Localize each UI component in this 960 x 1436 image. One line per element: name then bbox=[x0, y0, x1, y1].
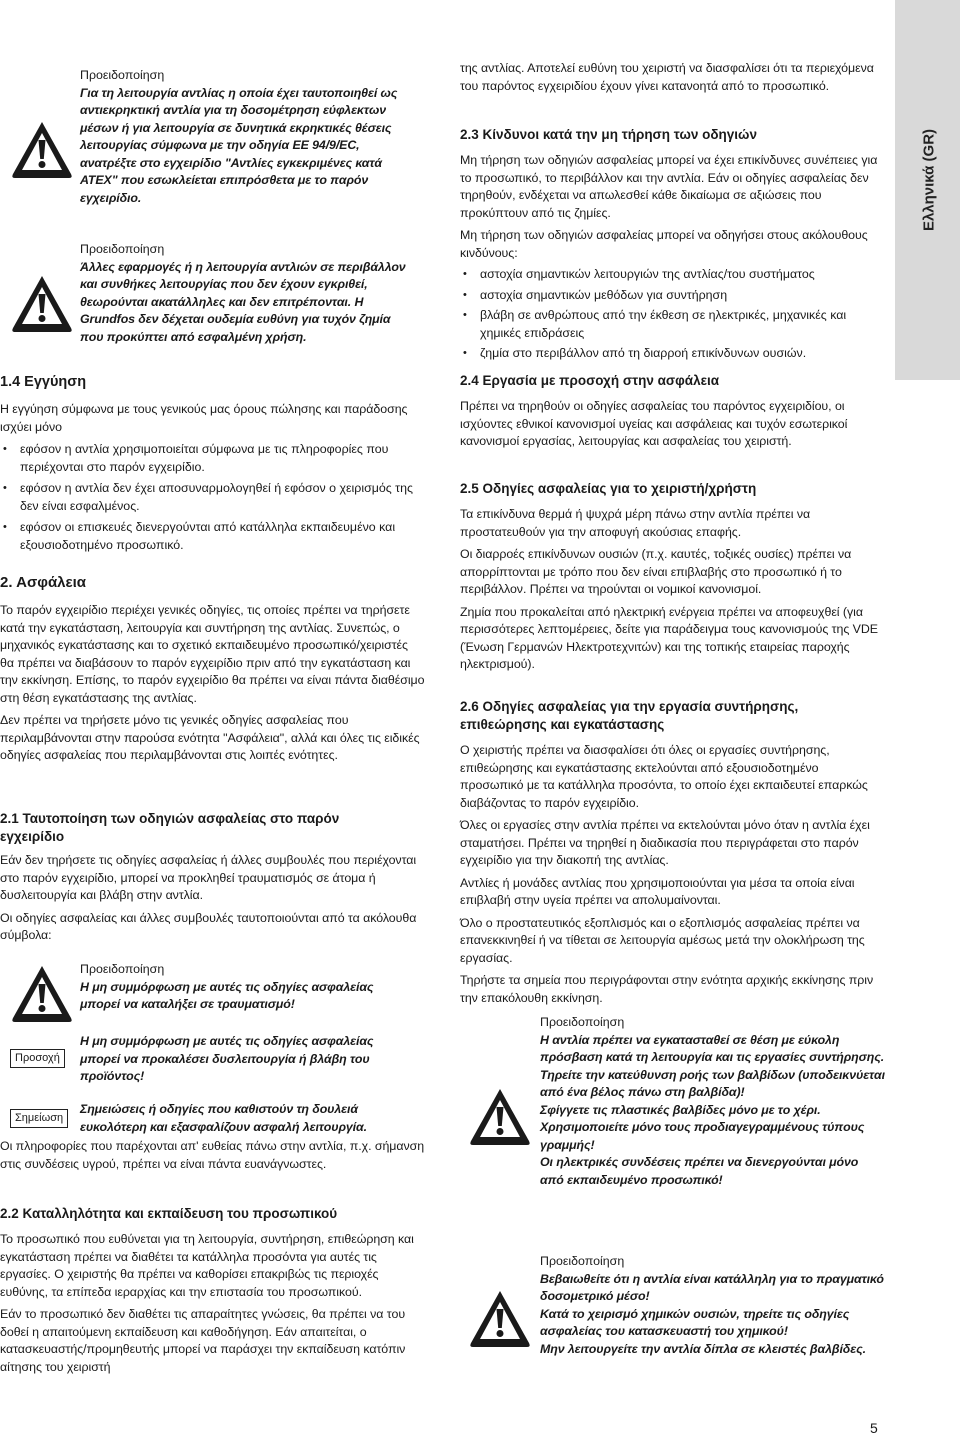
paragraph: Μη τήρηση των οδηγιών ασφαλείας μπορεί να έχει επικίνδυνες συνέπειες για το προσωπικό, το περιβάλλον και την αντλία. Εάν οι οδηγίες ασφαλείας δεν τηρηθούν, ενδέχεται να απωλεσθεί κάθε δικαίωμα σε αξιώσεις που προκύπτουν από τις ζημίες. bbox=[460, 153, 878, 220]
warning-label: Προειδοποίηση bbox=[80, 68, 165, 82]
section-heading-1-4: 1.4 Εγγύηση bbox=[0, 374, 87, 390]
section-heading-2-5: 2.5 Οδηγίες ασφαλείας για το χειριστή/χρήστη bbox=[460, 481, 757, 496]
caution-tag: Προσοχή bbox=[10, 1049, 65, 1068]
section-heading-2: 2. Ασφάλεια bbox=[0, 574, 87, 591]
note-tag: Σημείωση bbox=[10, 1109, 68, 1128]
warning-text: Άλλες εφαρμογές ή η λειτουργία αντλιών σε περιβάλλον και συνθήκες λειτουργίας που δεν έχουν εγκριθεί, θεωρούνται ακατάλληλες και δεν επιτρέπονται. Η Grundfos δεν δέχεται ουδεμία ευθύνη για τυχόν ζημία που προκύπτει από εσφαλμένη χρήση. bbox=[80, 259, 406, 344]
warning-triangle-icon bbox=[10, 118, 74, 180]
language-label: Ελληνικά (GR) bbox=[920, 128, 938, 232]
warning-triangle-icon bbox=[468, 1085, 532, 1147]
paragraph: Αντλίες ή μονάδες αντλίας που χρησιμοποιούνται για μέσα τα οποία είναι επιβλαβή στην υγεία πρέπει να απολυμαίνονται. bbox=[460, 875, 855, 907]
list-item: • αστοχία σημαντικών μεθόδων για συντήρηση bbox=[460, 287, 885, 305]
paragraph: Οι πληροφορίες που παρέχονται απ' ευθείας πάνω στην αντλία, π.χ. σήμανση στις συνδέσεις υγρού, πρέπει να είναι πάντα ευανάγνωστες. bbox=[0, 1139, 425, 1171]
list-item: • αστοχία σημαντικών λειτουργιών της αντλίας/του συστήματος bbox=[460, 266, 885, 284]
section-heading-2-1: 2.1 Ταυτοποίηση των οδηγιών ασφαλείας στο παρόν εγχειρίδιο bbox=[0, 811, 340, 844]
note-text: Σημειώσεις ή οδηγίες που καθιστούν τη δουλειά ευκολότερη και εξασφαλίζουν ασφαλή λειτουργία. bbox=[80, 1102, 367, 1134]
warning-text: Σφίγγετε τις πλαστικές βαλβίδες μόνο με το χέρι. bbox=[540, 1102, 821, 1117]
bullet-list bbox=[0, 441, 425, 554]
list-item: • ζημία στο περιβάλλον από τη διαρροή επικίνδυνων ουσιών. bbox=[460, 345, 885, 363]
warning-label: Προειδοποίηση bbox=[540, 1015, 625, 1029]
paragraph: Οι οδηγίες ασφαλείας και άλλες συμβουλές ταυτοποιούνται από τα ακόλουθα σύμβολα: bbox=[0, 910, 417, 942]
section-heading-2-3: 2.3 Κίνδυνοι κατά την μη τήρηση των οδηγιών bbox=[460, 127, 757, 142]
list-item: • βλάβη σε ανθρώπους από την έκθεση σε ηλεκτρικές, μηχανικές και χημικές επιδράσεις bbox=[460, 307, 885, 342]
paragraph: Μη τήρηση των οδηγιών ασφαλείας μπορεί να οδηγήσει στους ακόλουθους κινδύνους: bbox=[460, 228, 868, 260]
warning-text: Κατά το χειρισμό χημικών ουσιών, τηρείτε τις οδηγίες ασφαλείας του κατασκευαστή του χημικού! bbox=[540, 1306, 850, 1338]
section-heading-2-4: 2.4 Εργασία με προσοχή στην ασφάλεια bbox=[460, 373, 720, 388]
warning-text: Οι ηλεκτρικές συνδέσεις πρέπει να διενεργούνται μόνο από εκπαιδευμένο προσωπικό! bbox=[540, 1155, 859, 1187]
bullet-list bbox=[460, 266, 885, 363]
warning-text: Βεβαιωθείτε ότι η αντλία είναι κατάλληλη για το πραγματικό δοσομετρικό μέσο! bbox=[540, 1271, 884, 1303]
warning-text: Για τη λειτουργία αντλίας η οποία έχει ταυτοποιηθεί ως αντιεκρηκτική αντλία για τη δοσομέτρηση εύφλεκτων μέσων ή για λειτουργία σε δυνητικά εκρηκτικές θέσεις λειτουργίας σύμφωνα με την οδηγία ΕΕ 94/9/EC, ανατρέξτε στο εγχειρίδιο "Αντλίες εγκεκριμένες κατά ATEX" που εσωκλείεται επιπρόσθετα με το παρόν εγχειρίδιο. bbox=[80, 85, 398, 205]
paragraph: Το προσωπικό που ευθύνεται για τη λειτουργία, συντήρηση, επιθεώρηση και εγκατάσταση πρέπει να διαθέτει τα κατάλληλα προσόντα για αυτές τις εργασίες. Ο χειριστής θα πρέπει να καθορίσει επακριβώς τις περιοχές ευθύνης, τα επίπεδα ιεραρχίας και την επιστασία του προσωπικού. bbox=[0, 1232, 414, 1299]
paragraph: Εάν δεν τηρήσετε τις οδηγίες ασφαλείας ή άλλες συμβουλές που περιέχονται στο παρόν εγχειρίδιο, μπορεί να προκληθεί τραυματισμός σε άτομα ή δυσλειτουργία και βλάβη στην αντλία. bbox=[0, 853, 417, 902]
paragraph: Πρέπει να τηρηθούν οι οδηγίες ασφαλείας του παρόντος εγχειριδίου, οι ισχύοντες εθνικοί κανονισμοί υγείας και ασφάλειας και τυχόν εσωτερικοί κανονισμοί εργασίας, λειτουργίας και ασφαλείας του χειριστή. bbox=[460, 399, 848, 448]
warning-label: Προειδοποίηση bbox=[80, 962, 165, 976]
section-heading-2-6: 2.6 Οδηγίες ασφαλείας για την εργασία συντήρησης, επιθεώρησης και εγκατάστασης bbox=[460, 699, 799, 732]
paragraph: Εάν το προσωπικό δεν διαθέτει τις απαραίτητες γνώσεις, θα πρέπει να του δοθεί η απαιτούμενη εκπαίδευση και καθοδήγηση. Εάν απαιτείται, ο κατασκευαστής/προμηθευτής μπορεί να παράσχει την εκπαίδευση κατόπιν αίτησης του χειριστή bbox=[0, 1307, 406, 1374]
warning-label: Προειδοποίηση bbox=[80, 242, 165, 256]
section-heading-2-2: 2.2 Καταλληλότητα και εκπαίδευση του προσωπικού bbox=[0, 1206, 338, 1221]
warning-text: Χρησιμοποιείτε μόνο τους προδιαγεγραμμένους τύπους γραμμής! bbox=[540, 1120, 865, 1152]
paragraph: της αντλίας. Αποτελεί ευθύνη του χειριστή να διασφαλίσει ότι τα περιεχόμενα του παρόντος εγχειριδίου έχουν γίνει κατανοητά από το προσωπικό. bbox=[460, 61, 874, 93]
warning-text: Η μη συμμόρφωση με αυτές τις οδηγίες ασφαλείας μπορεί να καταλήξει σε τραυματισμό! bbox=[80, 979, 374, 1011]
warning-triangle-icon bbox=[10, 272, 74, 334]
warning-text: Τηρείτε την κατεύθυνση ροής των βαλβίδων (υποδεικνύεται από ένα βέλος πάνω στη βαλβίδα)! bbox=[540, 1067, 885, 1099]
paragraph: Ζημία που προκαλείται από ηλεκτρική ενέργεια πρέπει να αποφευχθεί (για περισσότερες λεπτομέρειες, δείτε για παράδειγμα τους κανονισμούς της VDE (Ένωση Γερμανών Ηλεκτροτεχνιτών) και της τοπικής εταιρείας παροχής ηλεκτρισμού). bbox=[460, 604, 878, 671]
warning-label: Προειδοποίηση bbox=[540, 1254, 625, 1268]
paragraph: Όλες οι εργασίες στην αντλία πρέπει να εκτελούνται μόνο όταν η αντλία έχει σταματήσει. Πρέπει να τηρηθεί η διαδικασία που περιγράφεται στο παρόν εγχειρίδιο για την διακοπή της αντλίας. bbox=[460, 818, 870, 867]
caution-text: Η μη συμμόρφωση με αυτές τις οδηγίες ασφαλείας μπορεί να προκαλέσει δυσλειτουργία ή βλάβη του προϊόντος! bbox=[80, 1034, 374, 1083]
paragraph: Ο χειριστής πρέπει να διασφαλίσει ότι όλες οι εργασίες συντήρησης, επιθεώρησης και εγκατάστασης εκτελούνται από εξουσιοδοτημένο προσωπικό με τα κατάλληλα προσόντα, το οποίο έχει εκπαιδευτεί επαρκώς διαβάζοντας το παρόν εγχειρίδιο. bbox=[460, 743, 868, 810]
paragraph: Δεν πρέπει να τηρήσετε μόνο τις γενικές οδηγίες ασφαλείας που περιλαμβάνονται στην παρούσα ενότητα "Ασφάλεια", αλλά και όλες τις ειδικές οδηγίες ασφαλείας που περιλαμβάνονται στις λοιπές ενότητες. bbox=[0, 713, 420, 762]
list-item: • εφόσον η αντλία δεν έχει αποσυναρμολογηθεί ή εφόσον ο χειρισμός της δεν είναι εσφαλμένος. bbox=[0, 480, 425, 515]
paragraph: Τα επικίνδυνα θερμά ή ψυχρά μέρη πάνω στην αντλία πρέπει να προστατευθούν για την αποφυγή ακούσιας επαφής. bbox=[460, 507, 811, 539]
warning-text: Η αντλία πρέπει να εγκατασταθεί σε θέση με εύκολη πρόσβαση κατά τη λειτουργία και τις εργασίες συντήρησης. bbox=[540, 1032, 885, 1064]
warning-text: Μην λειτουργείτε την αντλία δίπλα σε κλειστές βαλβίδες. bbox=[540, 1341, 866, 1356]
warning-triangle-icon bbox=[10, 962, 74, 1024]
page-number: 5 bbox=[870, 1420, 878, 1436]
paragraph: Όλο ο προστατευτικός εξοπλισμός και ο εξοπλισμός ασφαλείας πρέπει να επανεκκινηθεί ή να τίθεται σε λειτουργία αμέσως μετά την ολοκλήρωση της εργασίας. bbox=[460, 915, 865, 965]
list-item: • εφόσον οι επισκευές διενεργούνται από κατάλληλα εκπαιδευμένο και εξουσιοδοτημένο προσωπικό. bbox=[0, 519, 425, 554]
list-item: • εφόσον η αντλία χρησιμοποιείται σύμφωνα με τις πληροφορίες που περιέχονται στο παρόν εγχειρίδιο. bbox=[0, 441, 425, 476]
paragraph: Το παρόν εγχειρίδιο περιέχει γενικές οδηγίες, τις οποίες πρέπει να τηρήσετε κατά την εγκατάσταση, λειτουργία και συντήρηση της αντλίας. Συνεπώς, ο μηχανικός εγκατάστασης και το σχετικό εκπαιδευμένο προσωπικό/χειριστές θα πρέπει να διαβάσουν το παρόν εγχειρίδιο πριν από την εγκατάσταση και την εκκίνηση. Επίσης, το παρόν εγχειρίδιο θα πρέπει να είναι πάντα διαθέσιμο στη θέση εγκατάστασης της αντλίας. bbox=[0, 603, 425, 705]
paragraph: Οι διαρροές επικίνδυνων ουσιών (π.χ. καυτές, τοξικές ουσίες) πρέπει να απορρίπτονται με τρόπο που δεν είναι επιβλαβής στο προσωπικό ή το περιβάλλον. Πρέπει να τηρούνται οι νομικοί κανονισμοί. bbox=[460, 547, 852, 596]
warning-triangle-icon bbox=[468, 1287, 532, 1349]
paragraph: Η εγγύηση σύμφωνα με τους γενικούς μας όρους πώλησης και παράδοσης ισχύει μόνο bbox=[0, 402, 408, 434]
paragraph: Τηρήστε τα σημεία που περιγράφονται στην ενότητα αρχικής εκκίνησης πριν την επακόλουθη εκκίνηση. bbox=[460, 973, 874, 1005]
